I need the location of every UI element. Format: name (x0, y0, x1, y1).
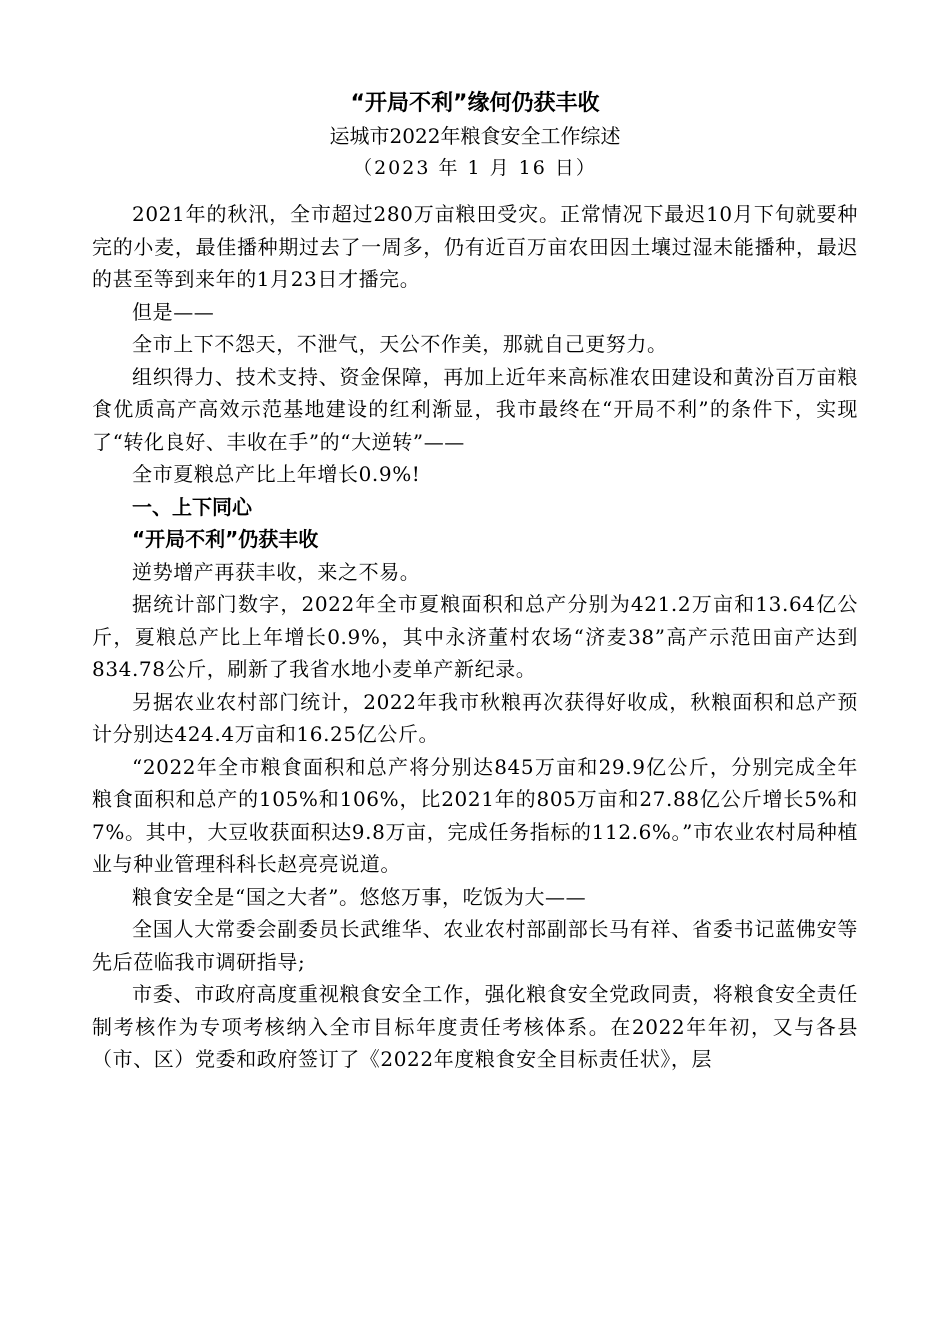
document-title: “开局不利”缘何仍获丰收 (350, 91, 600, 116)
paragraph-autumn-flood: 2021年的秋汛，全市超过280万亩粮田受灾。正常情况下最迟10月下旬就要种完的小麦，最佳播种期过去了一周多，仍有近百万亩农田因土壤过湿未能播种，最迟的甚至等到来年的1月23日才播完。 (92, 202, 858, 291)
paragraph-leaders: 全国人大常委会副委员长武维华、农业农村部副部长马有祥、省委书记蓝佛安等先后莅临我市调研指导; (92, 917, 858, 974)
paragraph-autumn-harvest: 另据农业农村部门统计，2022年我市秋粮再次获得好收成，秋粮面积和总产预计分别达424.4万亩和16.25亿公斤。 (92, 689, 858, 746)
paragraph-statistics: 据统计部门数字，2022年全市夏粮面积和总产分别为421.2万亩和13.64亿公斤，夏粮总产比上年增长0.9%，其中永济董村农场“济麦38”高产示范田亩产达到834.78公斤，刷新了我省水地小麦单产新纪录。 (92, 592, 858, 681)
paragraph-food-security: 粮食安全是“国之大者”。悠悠万事，吃饭为大—— (132, 884, 587, 909)
paragraph-hard-won: 逆势增产再获丰收，来之不易。 (132, 559, 421, 584)
section-subheading-1: “开局不利”仍获丰收 (132, 527, 319, 551)
paragraph-reversal: 组织得力、技术支持、资金保障，再加上近年来高标准农田建设和黄汾百万亩粮食优质高产高效示范基地建设的红利渐显，我市最终在“开局不利”的条件下，实现了“转化良好、丰收在手”的“大逆转”—— (92, 364, 858, 454)
paragraph-effort: 全市上下不怨天，不泄气，天公不作美，那就自己更努力。 (132, 332, 668, 356)
paragraph-summer-growth: 全市夏粮总产比上年增长0.9%! (132, 462, 421, 486)
section-heading-1: 一、上下同心 (132, 494, 252, 519)
paragraph-but: 但是—— (132, 299, 215, 324)
document-date: （2023 年 1 月 16 日） (353, 157, 597, 179)
paragraph-responsibility: 市委、市政府高度重视粮食安全工作，强化粮食安全党政同责，将粮食安全责任制考核作为专项考核纳入全市目标年度责任考核体系。在2022年年初，又与各县（市、区）党委和政府签订了《2022年度粮食安全目标责任状》，层 (92, 982, 858, 1071)
paragraph-quote: “2022年全市粮食面积和总产将分别达845万亩和29.9亿公斤，分别完成全年粮食面积和总产的105%和106%，比2021年的805万亩和27.88亿公斤增长5%和7%。其中，大豆收获面积达9.8万亩，完成任务指标的112.6%。”市农业农村局种植业与种业管理科科长赵亮亮说道。 (92, 754, 858, 876)
document-subtitle: 运城市2022年粮食安全工作综述 (329, 124, 621, 148)
